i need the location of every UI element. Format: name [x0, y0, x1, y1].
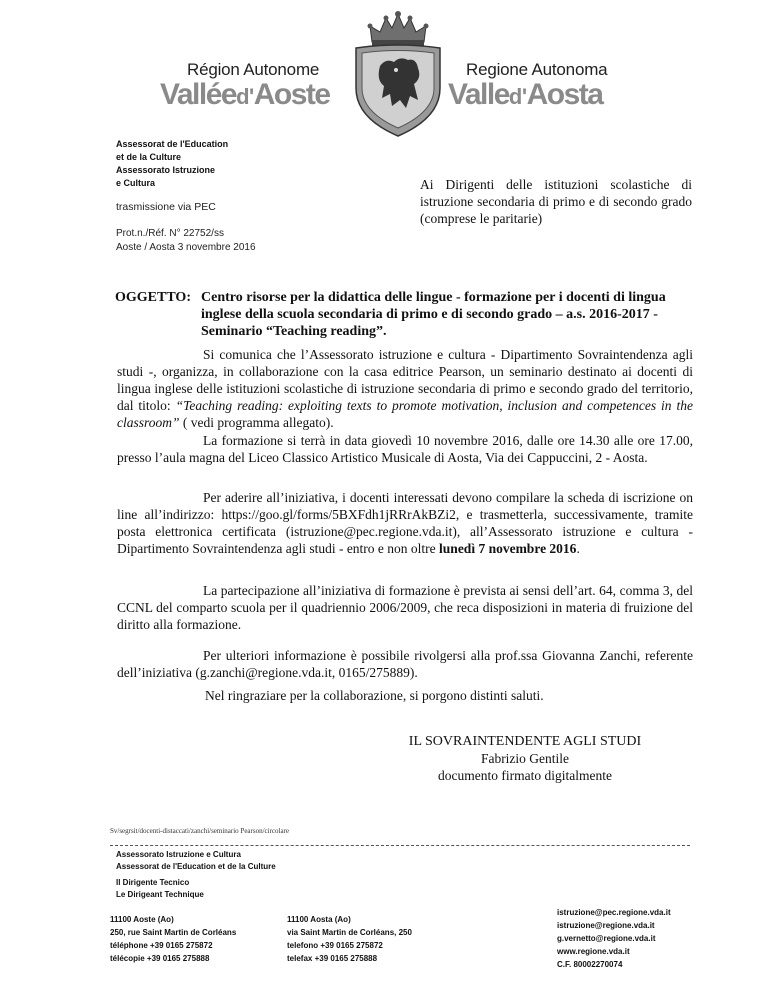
paragraph-4: La partecipazione all’iniziativa di formazione è prevista ai sensi dell’art. 64, comma 3, del CCNL del comparto scuola per il quadriennio 2006/2009, che reca disposizioni in materia di fruizione del diritto alla formazione. — [117, 583, 693, 632]
region-name-it-small: Regione Autonoma — [466, 60, 608, 79]
deadline: lunedì 7 novembre 2016 — [439, 541, 577, 556]
footer-office: Assessorato Istruzione e Cultura Assessorat de l'Education et de la Culture — [116, 850, 276, 871]
subject-line: inglese della scuola secondaria di primo e di secondo grado – a.s. 2016-2017 - — [201, 307, 658, 322]
footer-address-it: 11100 Aosta (Ao) via Saint Martin de Corléans, 250 telefono +39 0165 275872 telefax +39 0165 275888 — [287, 915, 412, 963]
paragraph-1: Si comunica che l’Assessorato istruzione e cultura - Dipartimento Sovraintendenza agli studi -, organizza, in collaborazione con la casa editrice Pearson, un seminario destinato ai docenti di lingua inglese delle istituzioni scolastiche di istruzione secondaria di primo e secondo grado del territorio, dal titolo: “Teaching reading: exploiting texts to promote motivation, inclusion and competences in the classroom” ( vedi programma allegato). — [117, 347, 693, 430]
signature-name: Fabrizio Gentile — [480, 751, 570, 766]
subject-block — [115, 289, 695, 340]
signature-note: documento firmato digitalmente — [438, 768, 612, 783]
subject-line: Seminario “Teaching reading”. — [201, 324, 387, 339]
region-name-fr-big: Valléed'Aoste — [160, 78, 330, 111]
protocol-number: Prot.n./Réf. N° 22752/ss — [116, 228, 224, 239]
footer-divider — [110, 845, 690, 846]
header-left — [160, 60, 350, 112]
footer-role: Il Dirigente Tecnico Le Dirigeant Technique — [116, 878, 204, 899]
footer-contacts — [557, 906, 671, 971]
office-email: istruzione@regione.vda.it — [557, 921, 655, 930]
office-info — [116, 138, 228, 190]
coat-of-arms-logo — [352, 8, 444, 138]
header — [0, 0, 768, 140]
file-path: Sv/segrsit/docenti-distaccati/zanchi/seminario Pearson/circolare — [110, 827, 290, 835]
website: www.regione.vda.it — [557, 947, 630, 956]
subject-label: OGGETTO: — [115, 290, 191, 305]
paragraph-5: Per ulteriori informazione è possibile rivolgersi alla prof.ssa Giovanna Zanchi, referente dell’iniziativa (g.zanchi@regione.vda.it, 0165/275889). — [117, 648, 693, 680]
signature-title: IL SOVRAINTENDENTE AGLI STUDI — [408, 734, 642, 749]
office-line: Assessorato Istruzione — [116, 165, 216, 175]
paragraph-2: La formazione si terrà in data giovedì 10 novembre 2016, dalle ore 14.30 alle ore 17.00, presso l’aula magna del Liceo Classico Artistico Musicale di Aosta, Via dei Cappuccini, 2 - Aosta. — [117, 433, 693, 465]
place-date: Aoste / Aosta 3 novembre 2016 — [116, 242, 256, 253]
region-name-it-big: Valled'Aosta — [448, 78, 603, 111]
office-line: et de la Culture — [116, 152, 182, 162]
subject-row — [115, 289, 695, 306]
seminar-title: “Teaching reading: exploiting texts to promote motivation, inclusion and competences in the classroom” — [117, 398, 693, 430]
signature-block — [390, 733, 660, 784]
director-email: g.vernetto@regione.vda.it — [557, 934, 656, 943]
paragraph-3: Per aderire all’iniziativa, i docenti interessati devono compilare la scheda di iscrizione on line all’indirizzo: https://goo.gl/forms/5BXFdh1jRRrAkBZi2, e trasmetterla, successivamente, tramite posta elettronica certificata (istruzione@pec.regione.vda.it), all’Assessorato istruzione e cultura - Dipartimento Sovraintendenza agli studi - entro e non oltre lunedì 7 novembre 2016. — [117, 490, 693, 556]
pec-email: istruzione@pec.regione.vda.it — [557, 908, 671, 917]
header-right — [448, 60, 638, 112]
paragraph-6: Nel ringraziare per la collaborazione, si porgono distinti saluti. — [205, 688, 544, 703]
footer-address-fr: 11100 Aoste (Ao) 250, rue Saint Martin de Corléans téléphone +39 0165 275872 télécopie +39 0165 275888 — [110, 915, 237, 963]
subject-line: Centro risorse per la didattica delle lingue - formazione per i docenti di lingua — [201, 290, 666, 305]
office-line: Assessorat de l'Education — [116, 139, 229, 149]
region-name-fr-small: Région Autonome — [187, 60, 320, 79]
transmission-note: trasmissione via PEC — [116, 201, 216, 213]
addressee: Ai Dirigenti delle istituzioni scolastiche di istruzione secondaria di primo e di secondo grado (comprese le paritarie) — [420, 177, 692, 226]
tax-code: C.F. 80002270074 — [557, 960, 623, 969]
office-line: e Cultura — [116, 178, 156, 188]
